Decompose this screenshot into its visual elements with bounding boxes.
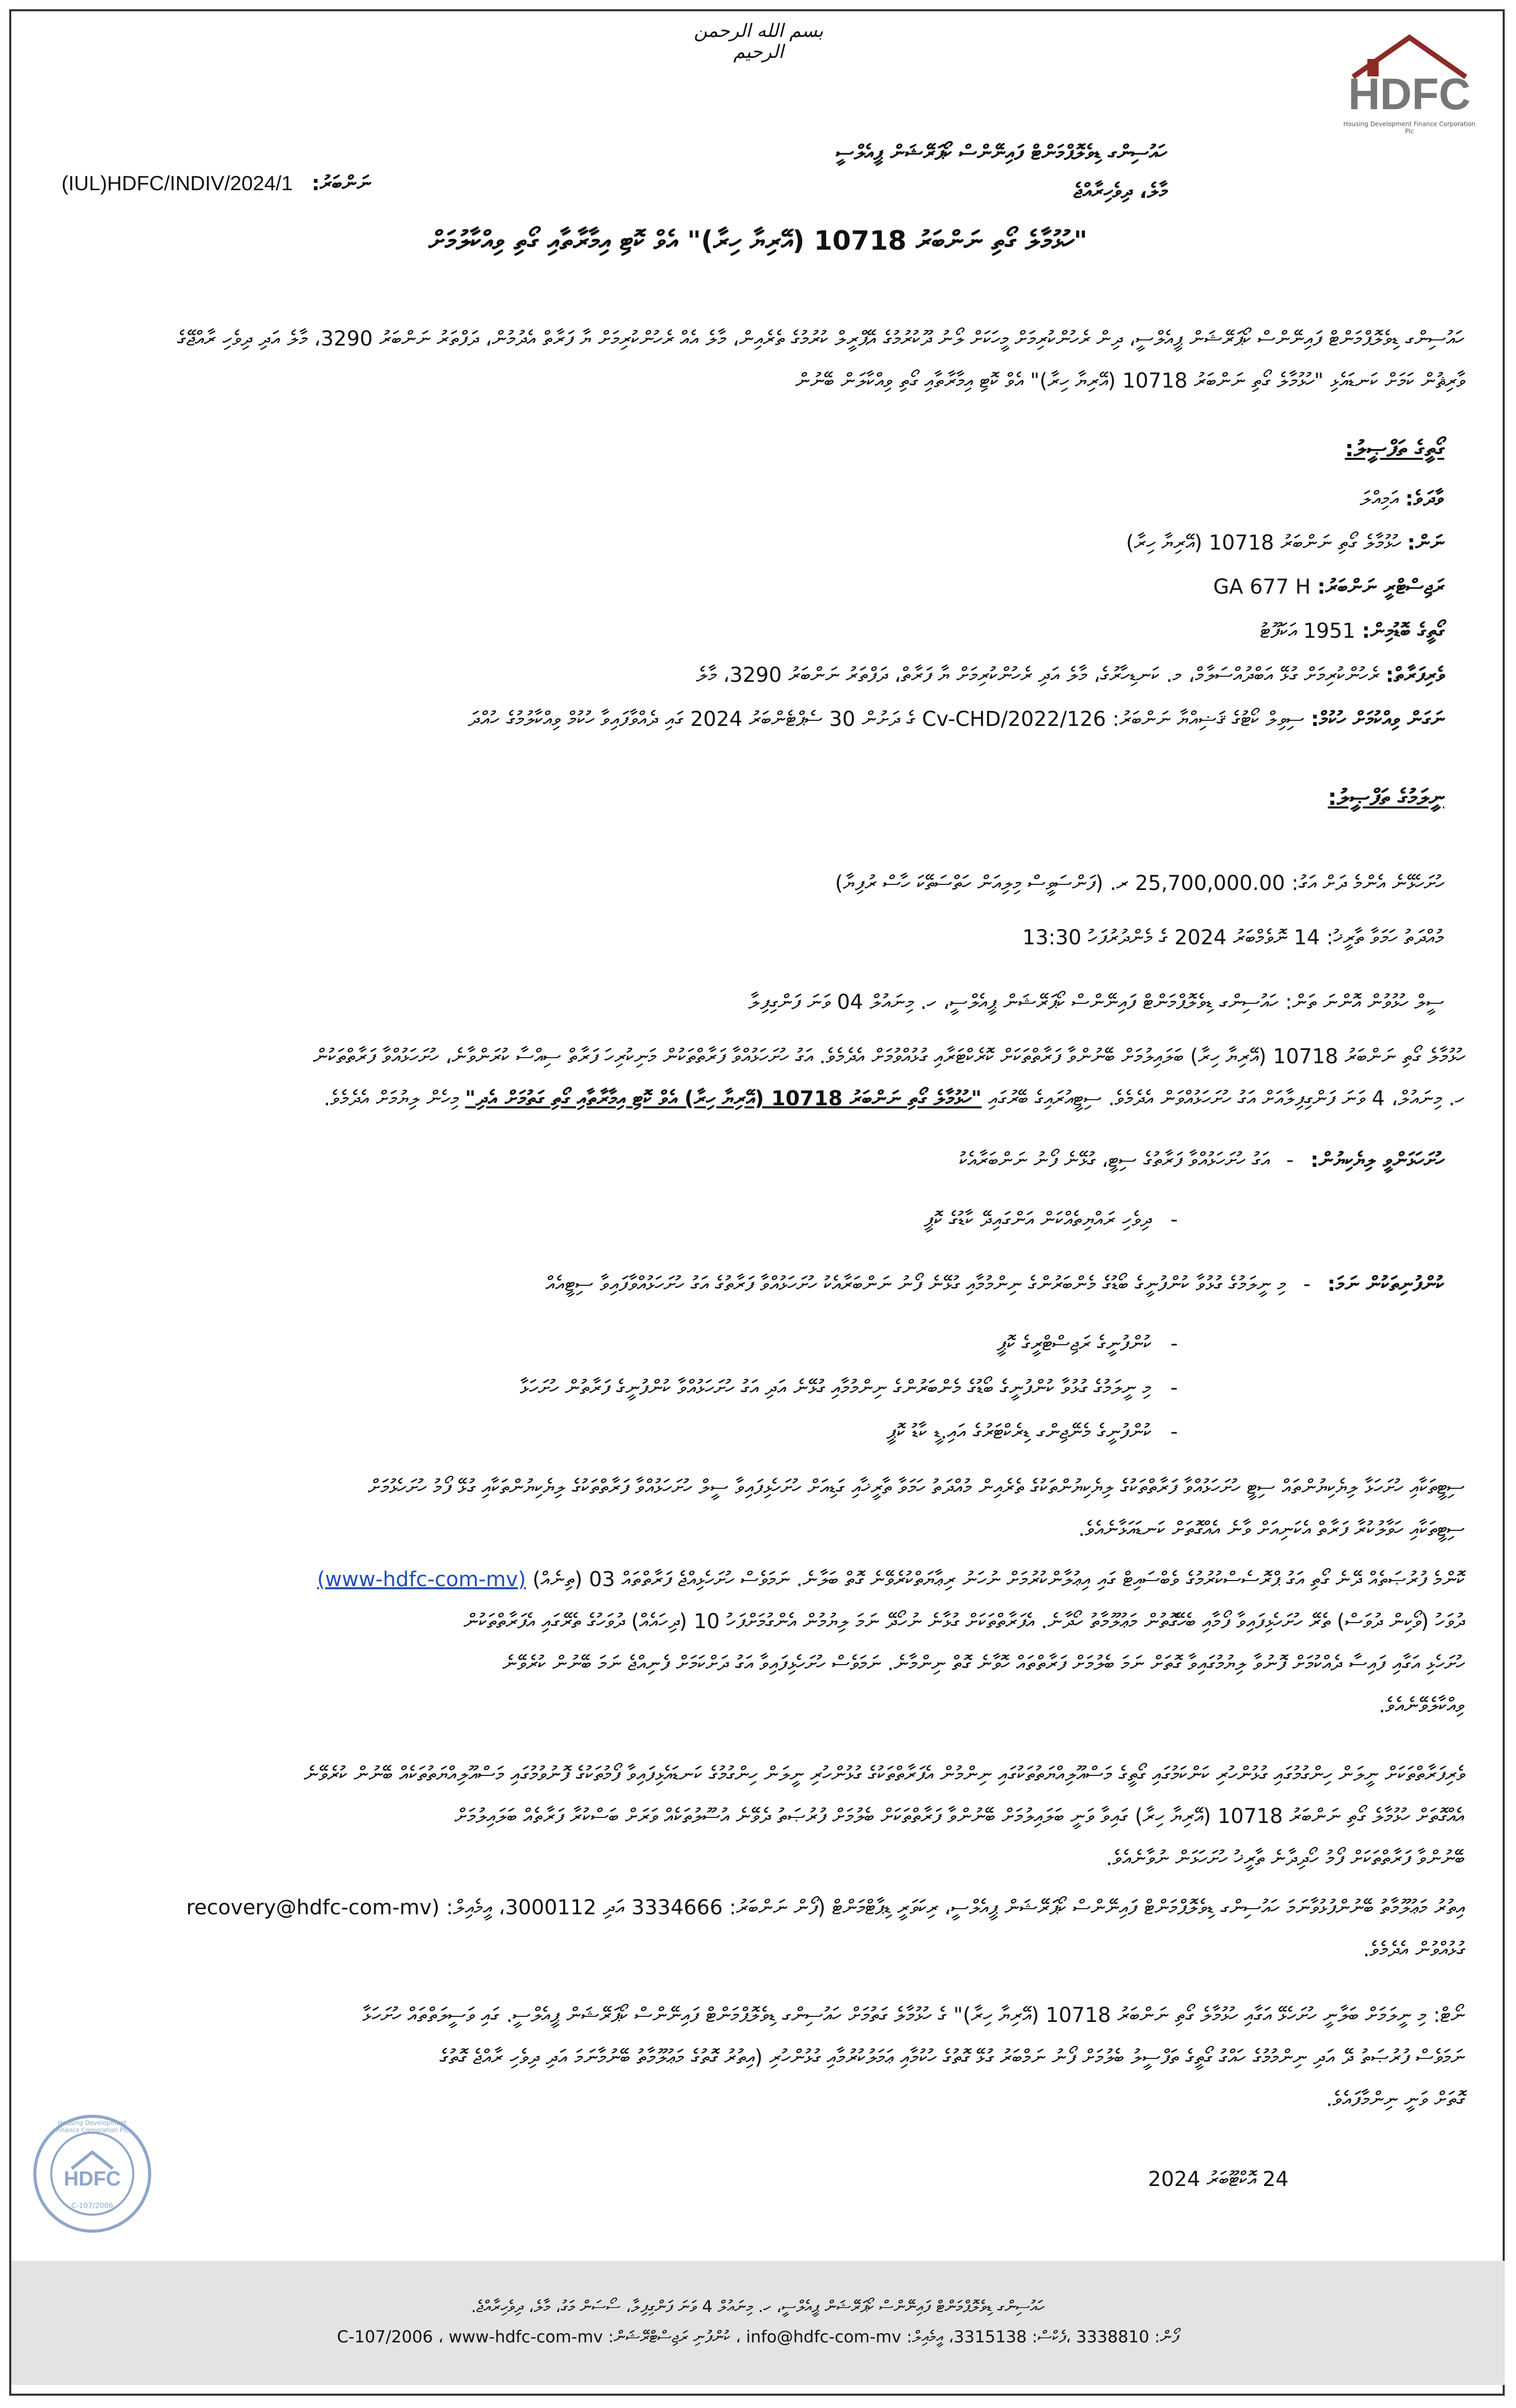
note-line-3: ގޮތަށް ވަނީ ނިންމާފައެވެ. [1326, 2088, 1465, 2111]
submission-paragraph-text-end: މިހެން ލިޔުމަށް އެދެމެވެ. [323, 1087, 459, 1110]
intro-paragraph [51, 318, 1465, 402]
envelope-label-text: "ހުޅުމާލެ ގޯތި ނަންބަރު 10718 (އޭރިޔާ ހިރާ) އެވް ކޮޓި އިމާރާތާއި ގޯތި ގަތުމަށް އެދި" [465, 1087, 982, 1110]
bullet-dash: - [1170, 1376, 1178, 1400]
property-size-value: 1951 އަކަފޫޓު [1260, 619, 1356, 643]
submission-row [86, 980, 1444, 1024]
min-price-row [86, 861, 1444, 905]
recovery-email[interactable]: (recovery@hdfc-com-mv [186, 1896, 440, 1919]
company-docs-label: ކުންފުނިތަކުން ނަމަ: [1327, 1272, 1444, 1296]
note-paragraph [51, 1994, 1465, 2120]
company-docs-intro: މި ނީލަމުގެ ގުޅުވާ ކުންފުނީގެ ބޯޑުގެ މެންބަރުންގެ ނިންމުމާއި ގުޅޭނެ ފޯނު ނަންބަރާއެކު ހުށަހަޅުއްވާ ފަރާތުގެ އަގު ހުށަހަޅުއްވާފައިވާ ސިޓީއެއް [545, 1272, 1287, 1296]
contact-text: އިތުރު މަޢުލޫމާތު ބޭނުންފުޅުވާނަމަ ހައުސިންގ ޑިވެލޮޕްމަންޓް ފައިނޭންސް ކޯޕަރޭޝަން ޕީއެލްސީ، ރިކަވަރީ ޑިޕާޓްމަންޓް (ފޯން ނަންބަރު: 3334666 އަދި 3000112، އީމެއިލް: [446, 1896, 1465, 1919]
stamp-bottom-text: C-107/2006 [71, 2202, 113, 2210]
owner-paragraph [51, 1753, 1465, 1879]
property-court-value: ސިވިލް ކޯޓުގެ ޤަޟިއްޔާ ނަންބަރު: 126/Cv-CHD/2022 ގެ ދަށުން 30 ސެޕްޓެންބަރު 2024 ގައި ދެއްވާފައިވާ ހުކުމް ވިއްކާލުމުގެ ހުއްދަ [468, 707, 1304, 731]
note-line-1: ނޯޓް: މި ނީލަމަށް ބަލާނީ ހުށަހެޅޭ އަގާއި ހުޅުމާލެ ގޯތި ނަންބަރު 10718 (އޭރިޔާ ހިރާ)" ގެ ހުޅުމާލެ ގަތުމަށް ހައުސިންގ ޑިވެލޮޕްމަންޓް ފައިނޭންސް ކޯޕަރޭޝަން ޕީއެލްސީ. ގައި ވަސީލަތްތައް ހުށަހަޅާ [362, 2004, 1465, 2027]
owner-line-1: ވެރިފަރާތްތަކަށް ނީލަން ހިންގުމުގައި ގުޅުންހުރި ކަންކަމުގައި ގޯތީގެ މަސްއޫލިއްޔަތުތަކުގައި ނިންމުން އެފަރާތްތަކުގެ ގުޅުންހުރި ނީލަން ހިންގުމުގެ ކަނޑައެޅިފައިވާ ފޯމުތަކުގެ ފޮނުވުމުގައި މަސްއޫލިއްޔަތުތަކެއް ބޭނުން ކުރެވޭނެ [303, 1763, 1465, 1786]
contact-line-2: ގުޅުއްވުން އެދެމެވެ. [1363, 1938, 1465, 1961]
bismillah: بسم الله الرحمن الرحيم [693, 21, 824, 63]
auction-heading: ނީލަމުގެ ތަފްޞީލު: [1327, 784, 1444, 811]
contact-paragraph [51, 1887, 1465, 1971]
owner-line-2: އެއްގޮތަށް ހުޅުމާލެ ގޯތި ނަންބަރު 10718 (އޭރިޔާ ހިރާ) ގައިވާ ވަނީ ބަލައިލުމަށް ބޭނުންވާ ފަރާތްތަކަށް ބެލުމަށް ފުރުޞަތު ދެވޭނެ އުސޫލުތަކެއް ވަރަށް ބަސްކުރާ ފަރާތެއް ބަލައިލުމަށް [454, 1805, 1465, 1828]
company-doc-item [86, 1322, 1178, 1366]
reference-number: (IUL)HDFC/INDIV/2024/1 [62, 172, 293, 195]
director-id-text: ކުންފުނީގެ މެނޭޖިންގ ޑިރެކްޓަރުގެ އައި.ޑީ ކާޑު ކޮޕީ [886, 1420, 1152, 1444]
note-line-2: ނަމަވެސް ފުރުޞަތު ދޭ އަދި ނިންމުމުގެ ހައްގު ގޯތީގެ ތަފްސީލު ބެލުމަށް ފޯނު ނަމްބަރު ގުޅޭ ގޮތުގެ ހުކުމާއި ޢަމަލުކުރުމާއި ގުޅުންހުރި (އިތުރު ގޮތުގެ މަޢުލޫމާތު ބޭނުމާނަމަ އަދި ދިވެހި ރާއްޖެ ގޮތުގެ [439, 2046, 1465, 2069]
contact-line-1 [51, 1887, 1465, 1929]
evaluation-line-4: ވިއްކާލެވޭނެއެވެ. [1379, 1694, 1465, 1717]
board-resolution-text: މި ނީލަމުގެ ގުޅުވާ ކުންފުނީގެ ބޯޑުގެ މެންބަރުންގެ ނިންމުމާއި ގުޅޭނެ އަދި އަގު ހުށަހަޅުއްވާ ކުންފުނީގެ ފަރާތުން ހުށަހަޅާ [520, 1376, 1152, 1400]
reference [62, 172, 371, 195]
deadline-value: 14 ނޮވެމްބަރު 2024 ގެ މެންދުރުފަހު 13:30 [1022, 926, 1320, 949]
intro-line-1: ހައުސިންގ ޑިވެލޮޕްމަންޓް ފައިނޭންސް ކޯޕަރޭޝަން ޕީއެލްސީ، ދިން ރެހުންކުރިމަށް މީހަކަށް ލޯނު ދޫކުރުމުގެ އޭޕްރީލް ކުރުމުގެ ތެރެއިން، މާލެ އެއް ރެހުންކުރިމަށް ޔާ ފަރާތް އެދުމުން، ދަފްތަރު ނަންބަރު 3290، މާލެ އަދި ދިވެހި ރާއްޖޭގެ [177, 327, 1465, 351]
required-docs [86, 1138, 1444, 1454]
logo-subtext: Housing Development Finance Corporation Plc [1343, 120, 1476, 135]
property-row-size [86, 609, 1444, 653]
property-row-type [86, 477, 1444, 521]
intro-line-2: ވާރިޘުން ކަމަށް ކަނޑައެޅި "ހުޅުމާލެ ގޯތި ނަންބަރު 10718 (އޭރިޔާ ހިރާ)" އެވް ކޮޓި އިމާރާތާއި ގޯތި ވިއްކާލަން ބޭނުން [795, 369, 1465, 393]
org-name: ހައުސިންގ ޑިވެލޮޕްމަންޓް ފައިނޭންސް ކޯޕަރޭޝަން ޕީއެލްސީ [835, 141, 1167, 165]
deadline-row [86, 916, 1444, 960]
submission-paragraph-line-1: ހުޅުމާލެ ގޯތި ނަންބަރު 10718 (އޭރިޔާ ހިރާ) ބަލައިލުމަށް ބޭނުންވާ ފަރާތްތަކަށް ކޮރެކްޓަރާއި ގުޅުއްވުމަށް އެދެމެވެ. އަގު ހުށަހަޅުއްވާ ފަރާތްތަކުން މަނިކުރިހަ ފަރާތް ސިއްސާ ކުރަންވާނެ، ހުށަހަޅުއްވާ ފަރާތްތަކުން [313, 1045, 1465, 1068]
evaluation-line-2: ދުވަހު (ވޯކިން ދުވަސް) ތެރޭ ހުށަހެޅިފައިވާ ފޯމާއި ބެހޭގޮތުން މަޢުލޫމާތު ހޯދާނެ. އެފަރާތްތަކަށް ގުޅާނެ ނުހޯދޭ ނަމަ ލިޔުމުން އެންގުމަށްފަހު 10 (ދިހައެއް) ދުވަހުގެ ތެރޭގައި އެފަރާތްތަކުން [463, 1610, 1465, 1633]
reference-label: ނަންބަރު: [311, 172, 371, 195]
property-name-value: ހުޅުމާލެ ގޯތި ނަންބަރު 10718 (އޭރިޔާ ހިރާ) [1126, 531, 1401, 555]
submission-rules-line-2: ސިޓީތަކާއި ހަވާލުކުރާ ފަރާތް އެކަނިއަށް ވާނެ އެއްގޮތަށް ކަނޑައަޅާނެއެވެ. [1078, 1517, 1465, 1541]
min-price-value: 25,700,000.00 [1135, 872, 1285, 895]
company-docs-row [86, 1262, 1444, 1306]
individual-docs-intro: އަގު ހުށަހަޅުއްވާ ފަރާތުގެ ސިޓީ، ގުޅޭނެ ފޯނު ނަންބަރާއެކު [959, 1148, 1269, 1172]
bullet-dash: - [1170, 1332, 1178, 1355]
company-doc-item [86, 1410, 1178, 1454]
min-price-note: ރ. (ފަންސަވީސް މިލިއަން ހަތްސަތޭކަ ހާސް ރުފިޔާ) [835, 872, 1129, 895]
bullet-dash: - [1170, 1420, 1178, 1444]
property-row-court [86, 697, 1444, 741]
footer [11, 2261, 1505, 2385]
property-registry-value: GA 677 H [1213, 575, 1311, 599]
dash: - [1286, 1148, 1294, 1172]
website-link[interactable]: (www-hdfc-com-mv) [317, 1568, 526, 1591]
property-row-registry [86, 565, 1444, 609]
submission-value: ހައުސިންގ ޑިވެލޮޕްމަންޓް ފައިނޭންސް ކޯޕަރޭޝަން ޕީއެލްސީ، ހ. މިނައުލް 04 ވަނަ ފަންގިފިލާ [748, 990, 1279, 1014]
company-doc-item [86, 1366, 1178, 1410]
owner-line-3: ބޭނުންވާ ފަރާތްތަކަށް ފޯމު ހޯދިދާނެ ތާރީޚު ހުށަހަޅަން ނުވާނެއެވެ. [1105, 1847, 1465, 1870]
bullet-dash: - [1170, 1208, 1178, 1231]
min-price-label: ހުށަހެޅޭނެ އެންމެ ދަށް އަގު: [1292, 872, 1444, 895]
individual-docs-label: ހުށަހަޅަންވީ ލިޔެކިޔުން: [1310, 1148, 1444, 1172]
property-name-label: ނަން: [1407, 531, 1444, 555]
org-city: މާލެ، ދިވެހިރާއްޖެ [1073, 179, 1167, 203]
footer-contacts: ފޯން: 3338810 ،ފެކްސް: 3315138، އީމެއިލް: info@hdfc-com-mv ، ކުންފުނި ރަޖިސްޓްރޭޝަން: C-107/2006 ، www-hdfc-com-mv [337, 2327, 1179, 2346]
property-type-value: އަމިއްލަ [1360, 487, 1399, 511]
property-size-label: ގޯތީގެ ބޮޑުމިން: [1362, 619, 1444, 643]
auction-details [86, 861, 1444, 1024]
evaluation-line-1 [51, 1559, 1465, 1601]
evaluation-paragraph [51, 1559, 1465, 1727]
property-type-label: ވާދަވެ: [1405, 487, 1444, 511]
stamp-center-text: HDFC [64, 2168, 121, 2190]
deadline-label: މުއްދަތު ހަމަވާ ތާރީޚު: [1326, 926, 1444, 949]
footer-address: ހައުސިންގ ޑިވެލޮޕްމަންޓް ފައިނޭންސް ކޯޕަރޭޝަން ޕީއެލްސީ، ހ. މިނައުލް 4 ވަނަ ފަންގިފިލާ، ސޯސަން މަގު، މާލެ، ދިވެހިރާއްޖެ. [471, 2297, 1045, 2316]
property-row-name [86, 521, 1444, 565]
document-date: 24 އޮކްޓޫބަރު 2024 [1148, 2168, 1289, 2191]
submission-rules-line-1: ސިޓީތަކާއި ހުށަހަޅާ ލިޔެކިޔުންތައް ސިޓީ ހުށަހަޅުއްވާ ފަރާތްތަކުގެ ލިޔެކިޔުންތަކުގެ ތެރެއިން މުއްދަތު ހަމަވާ ތާރީޚާއި ގަޑިއަށް ހުށަހެޅިފައިވާ ސީލް ހުށަހަޅުއްވާ ފަރާތްތަކުގެ ލިޔެކިޔުންތަކާއި ގުޅޭ ފޯމު ހުށަހެޅުމަށް [367, 1475, 1465, 1499]
submission-rules-paragraph [51, 1466, 1465, 1550]
evaluation-text: ކޮންމެ ފުރުޞަތެއް ދޭނެ ގޯތި އަގު ޕްރޮސެސްކުރުމުގެ ވެބްސައިޓް ގައި އިޢުލާންކުރުމަށް ނުހަނު ރިޢާޔަތްކުރެވޭނެ ގޮތް ބަލާނެ. ނަމަވެސް ހުށަހެޅިއްޖެ ފަރާތްތައް 03 (ތިނެއް) [532, 1568, 1465, 1591]
dash: - [1303, 1272, 1311, 1296]
submission-paragraph-text: ހ. މިނައުލް، 4 ވަނަ ފަންގިފިލާއަށް އަގު ހުށަހަޅުއްވަން އެދެމެވެ. ސިޓީއުރައިގެ ބޭރުގައި [988, 1087, 1465, 1110]
property-court-label: ނަގަން ވިއްކުމަށް ހުކުމް: [1310, 707, 1444, 731]
stamp-top-text: Housing Development Finance Corporation Plc [56, 2119, 129, 2134]
company-registry-text: ކުންފުނީގެ ރަޖިސްޓްރީގެ ކޮޕީ [996, 1332, 1152, 1355]
submission-label: ސީލް ހުޅުވުން އޮންނަ ތަން: [1285, 990, 1444, 1014]
property-owner-label: ވެރިފަރާތް: [1385, 663, 1444, 687]
evaluation-line-3: ހުށަހެޅި އަގާއި ފައިސާ ދެއްކުމަށް ފޮނުވާ ލިޔުމުގައިވާ ގޮތަށް ނަމަ ބެލުމަށް ފަރާތްތައް ހޮވާނެ ގޮތް ނިންމާނެ. ނަމަވެސް ހުށަހެޅިފައިވާ އަގު ދަށްކަމަށް ފެނިއްޖެ ނަމަ ބޭނުން ކުރެވޭނެ [502, 1652, 1465, 1675]
individual-doc-item [86, 1198, 1178, 1242]
id-card-copy-text: ދިވެހި ރައްޔިތެއްކަން އަންގައިދޭ ކާޑުގެ ކޮޕީ [924, 1208, 1152, 1231]
individual-docs-row [86, 1138, 1444, 1182]
page-title: "ހުޅުމާލެ ގޯތި ނަންބަރު 10718 (އޭރިޔާ ހިރާ)" އެވް ކޮޓި އިމާރާތާއި ގޯތި ވިއްކާލުމަށް [428, 226, 1088, 256]
property-registry-label: ރަޖިސްޓްރީ ނަންބަރު: [1317, 575, 1444, 599]
submission-paragraph [51, 1036, 1465, 1120]
company-stamp [31, 2112, 154, 2235]
property-row-owner [86, 653, 1444, 697]
hdfc-logo [1343, 28, 1476, 136]
property-owner-value: ރެހުންކުރިމަށް ގުޅޭ އަބްދުއްސަލާމް، މ. ކަނޑިހާރުގެ، މާލެ އަދި ރެހުންކުރިމަށް ޔާ ފަރާތް، ދަފްތަރު ނަންބަރު 3290، މާލެ [696, 663, 1379, 687]
logo-text: HDFC [1348, 70, 1471, 119]
property-details [86, 477, 1444, 741]
submission-paragraph-line-2 [51, 1078, 1465, 1120]
property-heading: ގޯތީގެ ތަފްޞީލު: [1344, 436, 1444, 462]
